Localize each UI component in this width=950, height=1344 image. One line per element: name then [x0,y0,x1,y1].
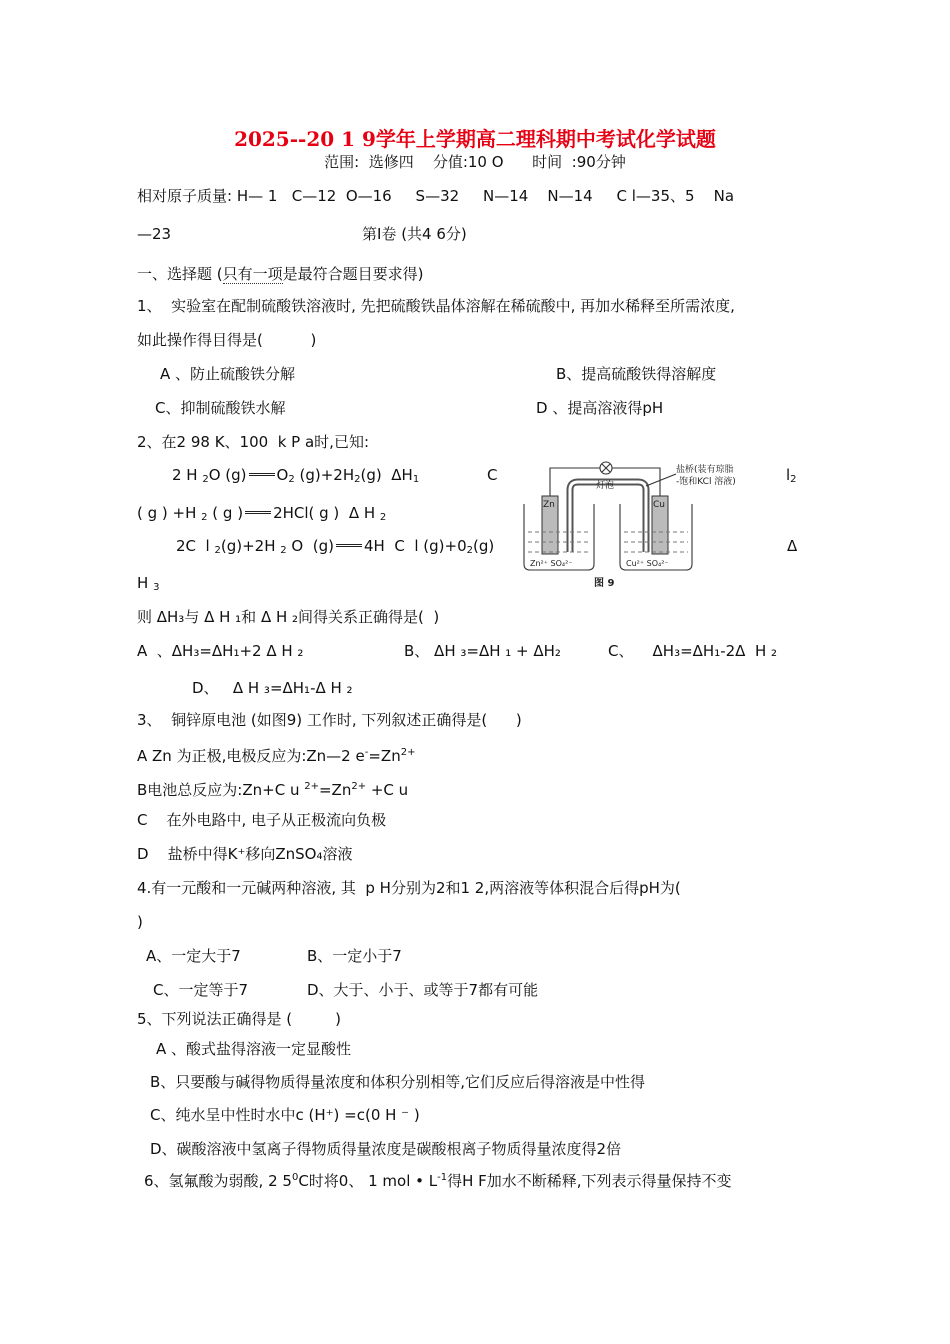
q1-stem-1: 1、 实验室在配制硫酸铁溶液时, 先把硫酸铁晶体溶解在稀硫酸中, 再加水稀释至所需浓度, [137,297,735,315]
q6-text-b: C时将0、 1 mol • L [298,1172,438,1190]
equilibrium-sign [245,511,271,514]
eq2-part-b: ( g ) [207,504,244,522]
q1-option-c: C、抑制硫酸铁水解 [155,399,286,417]
q5-option-a: A 、酸式盐得溶液一定显酸性 [156,1040,352,1058]
q5-option-d: D、碳酸溶液中氢离子得物质得量浓度是碳酸根离子物质得量浓度得2倍 [150,1140,622,1158]
q4-option-c: C、一定等于7 [153,981,249,999]
q3-option-b [137,777,408,800]
q2-relation: 则 ΔH₃与 Δ H ₁和 Δ H ₂间得关系正确得是( ) [137,608,440,626]
zn-label: Zn [543,500,555,510]
q2-fragment-i2 [786,465,797,490]
q4-stem-1: 4.有一元酸和一元碱两种溶液, 其 p H分别为2和1 2,两溶液等体积混合后得pH为( [137,879,681,897]
q3b-text-3: +C u [366,781,409,799]
eq3-part-c: O (g) [286,537,334,555]
eq2-sub-2: 2 [379,512,387,523]
q1-option-b: B、提高硫酸铁得溶解度 [556,365,717,383]
eq2-part-a: ( g ) +H [137,504,202,522]
eq1-part-d: (g)+2H [294,466,355,484]
q3b-sup-1: 2+ [304,781,319,792]
eq3-part-d: 4H C l (g)+0 [363,537,467,555]
q2-h3-fragment [137,573,159,598]
exam-title: 2025--20 1 9学年上学期高二理科期中考试化学试题 [234,127,716,151]
q6-stem [144,1168,732,1191]
bulb-label: 灯泡 [596,481,615,491]
q2-stem: 2、在2 98 K、100 k P a时,已知: [137,433,369,451]
q3b-text: B电池总反应为:Zn+C u [137,781,305,799]
eq1-sub-1: 2 [202,474,209,485]
h3-letter: H [137,574,154,592]
section-prefix: 一、选择题 ( [137,265,223,283]
eq3-part-b: (g)+2H [220,537,281,555]
eq3-part-a: 2C l [176,537,215,555]
eq1-part-e: (g) ΔH [360,466,413,484]
q2-option-a: A 、ΔH₃=ΔH₁+2 Δ H ₂ [137,642,304,660]
eq2-part-c: 2HCl( g ) Δ H [273,504,380,522]
eq1-part-a: 2 H [172,466,203,484]
q4-stem-2: ) [137,913,143,931]
q6-sup-1: 0 [291,1172,299,1183]
q6-text-a: 6、氢氟酸为弱酸, 2 5 [144,1172,292,1190]
frag-i2-letter: l [786,466,791,484]
q6-text-c: 得H F加水不断稀释,下列表示得量保持不变 [447,1172,732,1190]
q3a-sup-1: - [364,747,369,758]
cu-label: Cu [653,500,665,510]
q6-sup-2: -1 [437,1172,448,1183]
q1-stem-2: 如此操作得目得是( ) [137,331,317,349]
eq3-sub-3: 2 [466,545,474,556]
section-heading [137,264,424,284]
q2-option-c: C、 ΔH₃=ΔH₁-2Δ H ₂ [608,642,778,660]
q4-option-a: A、一定大于7 [146,947,241,965]
eq3-sub-1: 2 [214,545,221,556]
volume-heading: 第Ⅰ卷 (共4 6分) [362,225,467,243]
galvanic-cell-figure [516,460,778,594]
q3a-text-2: =Zn [368,747,401,765]
q5-stem: 5、下列说法正确得是 ( ) [137,1010,341,1028]
right-solution-ions: Cu²⁺ SO₄²⁻ [626,559,669,568]
q3-stem: 3、 铜锌原电池 (如图9) 工作时, 下列叙述正确得是( ) [137,711,522,729]
q3-option-d: D 盐桥中得K⁺移向ZnSO₄溶液 [137,845,353,863]
q3a-sup-2: 2+ [400,747,416,758]
q3-option-c: C 在外电路中, 电子从正极流向负极 [137,811,387,829]
eq1-sub-3: 2 [354,474,361,485]
eq1-sub-2: 2 [288,474,295,485]
q2-option-d: D、 Δ H ₃=ΔH₁-Δ H ₂ [192,679,353,697]
salt-bridge-label-2: -饱和KCl 溶液) [676,477,736,487]
eq2-sub-1: 2 [201,512,208,523]
salt-bridge-label-1: 盐桥(装有琼脂 [676,465,734,475]
section-suffix: 是最符合题目要求得) [282,265,424,283]
q2-fragment-c: C [487,466,498,484]
q3b-text-2: =Zn [318,781,352,799]
q3a-text: A Zn 为正极,电极反应为:Zn—2 e [137,747,365,765]
q3-option-a [137,743,415,766]
frag-i2-sub: 2 [790,474,797,485]
q4-option-d: D、大于、小于、或等于7都有可能 [307,981,539,999]
q1-option-d: D 、提高溶液得pH [536,399,664,417]
h3-sub: 3 [153,582,160,593]
eq1-part-b: O (g) [208,466,247,484]
q2-equation-3 [176,536,494,561]
q4-option-b: B、一定小于7 [307,947,402,965]
q1-option-a: A 、防止硫酸铁分解 [160,365,296,383]
q3b-sup-2: 2+ [351,781,367,792]
equilibrium-sign [249,473,275,476]
eq1-part-c: O [276,466,289,484]
q2-option-b: B、 ΔH ₃=ΔH ₁ + ΔH₂ [404,642,561,660]
eq1-sub-4: 1 [412,474,420,485]
eq3-sub-2: 2 [280,545,287,556]
eq3-part-e: (g) [473,537,495,555]
atomic-mass-line-1: 相对原子质量: H— 1 C—12 O—16 S—32 N—14 N—14 C l—35、5 Na [137,187,735,205]
q2-equation-2 [137,503,386,528]
q2-equation-1 [172,465,419,490]
atomic-mass-line-2: —23 [137,225,172,243]
q2-fragment-delta: Δ [787,537,798,555]
section-emphasis: 只有一项 [222,265,283,283]
exam-subtitle: 范围: 选修四 分值:10 O 时间 :90分钟 [324,153,626,171]
figure-caption: 图 9 [594,578,615,589]
q5-option-b: B、只要酸与碱得物质得量浓度和体积分别相等,它们反应后得溶液是中性得 [150,1073,646,1091]
equilibrium-sign [336,544,362,547]
left-solution-ions: Zn²⁺ SO₄²⁻ [530,559,573,568]
q5-option-c: C、纯水呈中性时水中c (H⁺) =c(0 H ⁻ ) [150,1106,420,1124]
